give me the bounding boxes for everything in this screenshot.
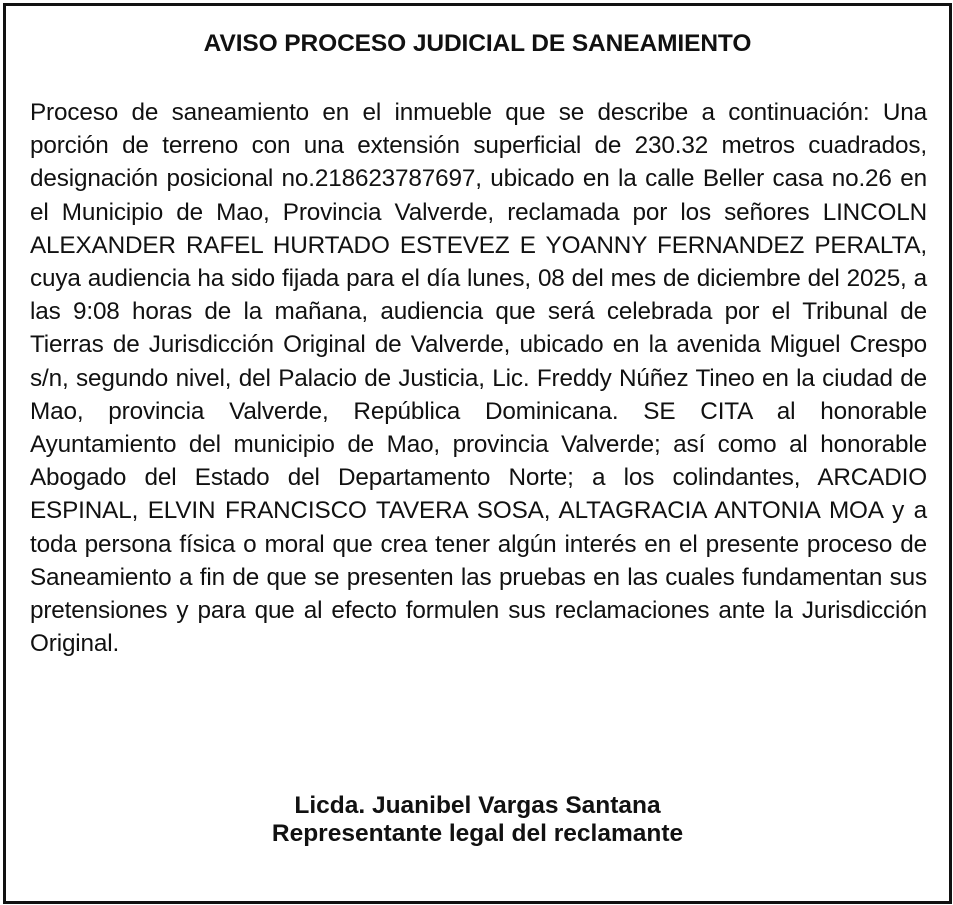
notice-title: AVISO PROCESO JUDICIAL DE SANEAMIENTO <box>203 30 752 57</box>
notice-frame <box>3 3 952 904</box>
signature-block <box>6 792 949 848</box>
notice-body: Proceso de saneamiento en el inmueble que se describe a continuación: Una porción de terreno con una extensión superficial de 230.32 metros cuadrados, designación posicional no.218623787697, ubicado en la calle Beller casa no.26 en el Municipio de Mao, Provincia Valverde, reclamada por los señores LINCOLN ALEXANDER RAFEL HURTADO ESTEVEZ E YOANNY FERNANDEZ PERALTA, cuya audiencia ha sido fijada para el día lunes, 08 del mes de diciembre del 2025, a las 9:08 horas de la mañana, audiencia que será celebrada por el Tribunal de Tierras de Jurisdicción Original de Valverde, ubicado en la avenida Miguel Crespo s/n, segundo nivel, del Palacio de Justicia, Lic. Freddy Núñez Tineo en la ciudad de Mao, provincia Valverde, República Dominicana. SE CITA al honorable Ayuntamiento del municipio de Mao, provincia Valverde; así como al honorable Abogado del Estado del Departamento Norte; a los colindantes, ARCADIO ESPINAL, ELVIN FRANCISCO TAVERA SOSA, ALTAGRACIA ANTONIA MOA y a toda persona física o moral que crea tener algún interés en el presente proceso de Saneamiento a fin de que se presenten las pruebas en las cuales fundamentan sus pretensiones y para que al efecto formulen sus reclamaciones ante la Jurisdicción Original. <box>30 99 927 658</box>
signature-role: Representante legal del reclamante <box>271 820 684 847</box>
signature-name: Licda. Juanibel Vargas Santana <box>294 792 661 819</box>
